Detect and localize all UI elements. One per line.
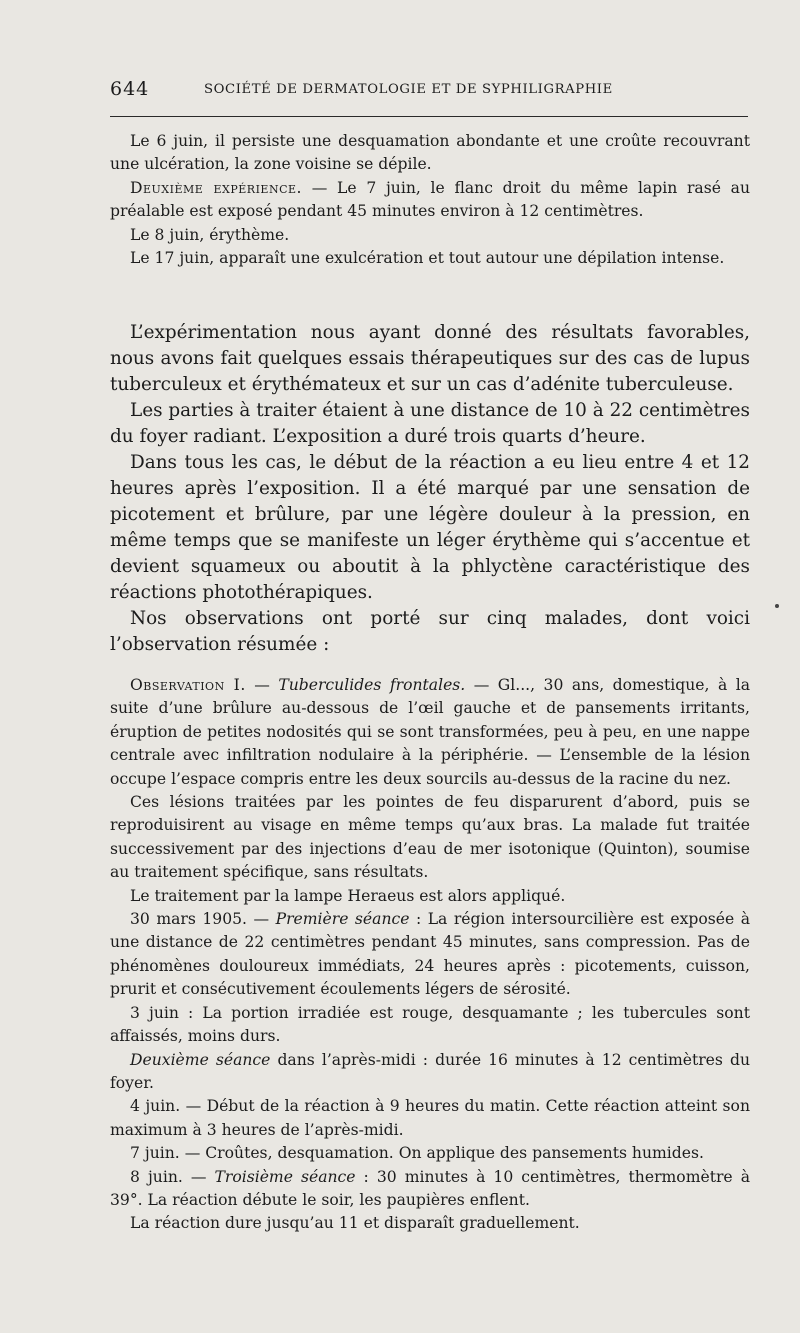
- paragraph: [110, 177, 750, 224]
- seance-label: Deuxième séance: [130, 1050, 271, 1069]
- seance-label: Première séance: [275, 910, 410, 929]
- date: 30 mars 1905. —: [130, 910, 276, 929]
- paragraph: Dans tous les cas, le début de la réaction a eu lieu entre 4 et 12 heures après l’exposition. Il a été marqué par une sensation de picotement et brûlure, par une légère douleur à la pression, en même temps que se manifeste un léger érythème qui s’accentue et devient squameux ou aboutit à la phlyctène caractéristique des réactions photothérapiques.: [110, 452, 750, 603]
- paragraph: L’expérimentation nous ayant donné des résultats favorables, nous avons fait quelques essais thérapeutiques sur des cas de lupus tuberculeux et érythémateux et sur un cas d’adénite tuberculeuse.: [110, 322, 750, 395]
- experiment-label: Deuxième expérience.: [130, 178, 302, 197]
- observation-title: Tuberculides frontales.: [278, 676, 466, 694]
- header-rule: [110, 116, 748, 117]
- experiment-notes: [110, 130, 750, 270]
- paragraph-text: : La région intersourcilière est exposée à une distance de 22 centimètres pendant 45 minutes, sans compression. Pas de phénomènes douloureux immédiats, 24 heures après : picotements, cuisson, prurit et consécutivement écoulements légers de sérosité.: [110, 910, 750, 999]
- paragraph: Les parties à traiter étaient à une distance de 10 à 22 centimètres du foyer radiant. L’exposition a duré trois quarts d’heure.: [110, 400, 750, 447]
- page-number: 644: [110, 78, 150, 100]
- paragraph: La réaction dure jusqu’au 11 et disparaît graduellement.: [130, 1214, 580, 1233]
- paragraph-text: dans l’après-midi : durée 16 minutes à 12 centimètres du foyer.: [110, 1050, 750, 1092]
- paragraph: Observation I. — Tuberculides frontales. — Gl..., 30 ans, domestique, à la suite d’une brûlure au-dessous de l’œil gauche et de pansements irritants, éruption de petites nodosités qui se sont transformées, peu à peu, en une nappe centrale avec infiltration nodulaire à la périphérie. — L’ensemble de la lésion occupe l’espace compris entre les deux sourcils au-dessus de la racine du nez.: [110, 676, 750, 788]
- paragraph: Nos observations ont porté sur cinq malades, dont voici l’observation résumée :: [110, 608, 750, 655]
- paragraph: 7 juin. — Croûtes, desquamation. On applique des pansements humides.: [130, 1144, 704, 1163]
- paragraph: Le 8 juin, érythème.: [130, 225, 290, 244]
- main-text: [110, 320, 750, 658]
- running-title: SOCIÉTÉ DE DERMATOLOGIE ET DE SYPHILIGRAPHIE: [204, 82, 613, 97]
- paragraph: Le traitement par la lampe Heraeus est alors appliqué.: [130, 886, 566, 905]
- observation-text: [110, 674, 750, 1236]
- paragraph-text: — Gl..., 30 ans, domestique, à la suite d’une brûlure au-dessous de l’œil gauche et de pansements irritants, éruption de petites nodosités qui se sont transformées, peu à peu, en une nappe centrale avec infiltration nodulaire à la périphérie. — L’ensemble de la lésion occupe l’espace compris entre les deux sourcils au-dessus de la racine du nez.: [110, 676, 750, 788]
- paragraph: 4 juin. — Début de la réaction à 9 heures du matin. Cette réaction atteint son maximum à 3 heures de l’après-midi.: [110, 1097, 750, 1139]
- paragraph: 3 juin : La portion irradiée est rouge, desquamante ; les tubercules sont affaissés, moins durs.: [110, 1003, 750, 1046]
- paragraph: [110, 1049, 750, 1096]
- paragraph-text: — Le 7 juin, le flanc droit du même lapin rasé au préalable est exposé pendant 45 minutes environ à 12 centimètres.: [110, 178, 750, 221]
- paragraph-text: : 30 minutes à 10 centimètres, thermomètre à 39°. La réaction débute le soir, les paupières enflent.: [110, 1167, 750, 1209]
- date: 8 juin. —: [130, 1167, 215, 1186]
- observation-label: Observation I.: [130, 676, 246, 694]
- paragraph: [110, 1166, 750, 1213]
- seance-label: Troisième séance: [214, 1167, 356, 1186]
- paragraph: Le 17 juin, apparaît une exulcération et tout autour une dépilation intense.: [130, 249, 725, 268]
- paragraph: Le 6 juin, il persiste une desquamation abondante et une croûte recouvrant une ulcération, la zone voisine se dépile.: [110, 132, 750, 174]
- ink-speck: [775, 604, 779, 608]
- paragraph: [110, 908, 750, 1002]
- paragraph: Ces lésions traitées par les pointes de feu disparurent d’abord, puis se reproduisirent au visage en même temps qu’aux bras. La malade fut traitée successivement par des injections d’eau de mer isotonique (Quinton), soumise au traitement spécifique, sans résultats.: [110, 793, 750, 882]
- page-header: [110, 78, 750, 108]
